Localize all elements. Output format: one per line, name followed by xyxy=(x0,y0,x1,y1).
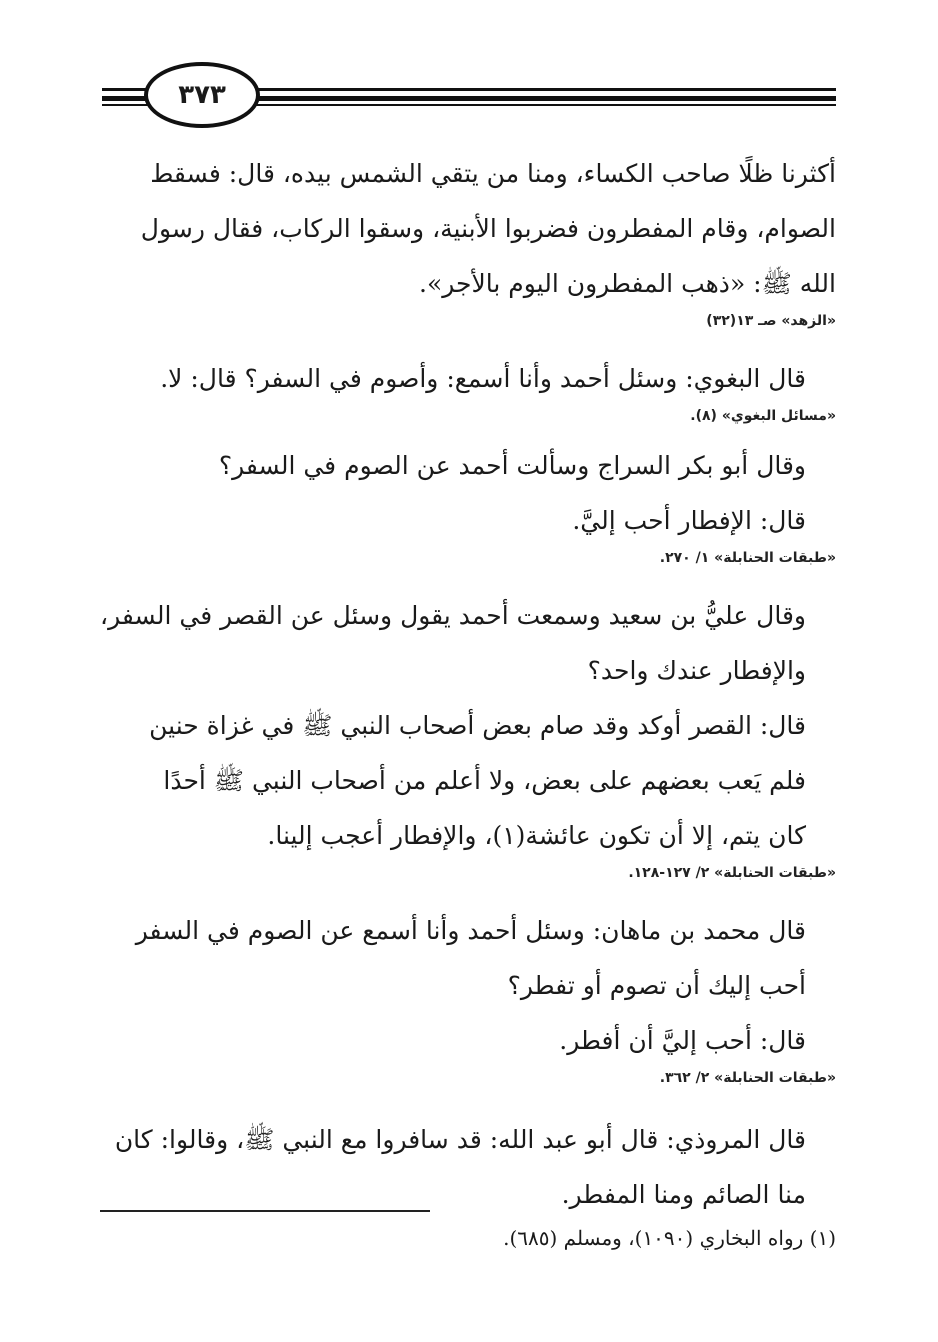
text-line: أحب إليك أن تصوم أو تفطر؟ xyxy=(507,971,806,1000)
text-line: الصوام، وقام المفطرون فضربوا الأبنية، وسقوا الركاب، فقال رسول xyxy=(140,214,836,243)
text-line: قال البغوي: وسئل أحمد وأنا أسمع: وأصوم في السفر؟ قال: لا. xyxy=(160,364,806,393)
page-header xyxy=(102,62,836,132)
source-citation: «طبقات الحنابلة» ٢/ ١٢٧-١٢٨. xyxy=(628,865,836,881)
text-line: فلم يَعب بعضهم على بعض، ولا أعلم من أصحاب النبي ﷺ أحدًا xyxy=(163,766,806,795)
source-citation: «مسائل البغوي» (٨). xyxy=(690,408,836,424)
source-citation: «طبقات الحنابلة» ١/ ٢٧٠. xyxy=(659,550,836,566)
text-line: أكثرنا ظلًا صاحب الكساء، ومنا من يتقي الشمس بيده، قال: فسقط xyxy=(150,159,836,188)
text-line: والإفطار عندك واحد؟ xyxy=(587,656,806,685)
source-citation: «طبقات الحنابلة» ٢/ ٣٦٢. xyxy=(659,1070,836,1086)
spacer xyxy=(100,426,836,438)
spacer xyxy=(100,331,836,351)
spacer xyxy=(100,1088,836,1112)
text-line: قال: أحب إليَّ أن أفطر. xyxy=(559,1026,806,1055)
page-body xyxy=(100,146,836,1222)
footnote-separator xyxy=(100,1210,430,1212)
source-citation: «الزهد» صـ ١٣(٣٢) xyxy=(706,313,836,329)
text-line: قال محمد بن ماهان: وسئل أحمد وأنا أسمع عن الصوم في السفر xyxy=(135,916,806,945)
spacer xyxy=(100,568,836,588)
text-line: قال: الإفطار أحب إليَّ. xyxy=(572,506,806,535)
footnote: (١) رواه البخاري (١٠٩٠)، ومسلم (٦٨٥). xyxy=(503,1226,836,1250)
text-line: الله ﷺ: «ذهب المفطرون اليوم بالأجر». xyxy=(419,269,836,298)
text-line: وقال عليُّ بن سعيد وسمعت أحمد يقول وسئل عن القصر في السفر، xyxy=(100,601,806,630)
spacer xyxy=(100,883,836,903)
page-number-badge: ٣٧٣ xyxy=(144,62,260,128)
text-line: منا الصائم ومنا المفطر. xyxy=(561,1180,806,1209)
text-line: وقال أبو بكر السراج وسألت أحمد عن الصوم في السفر؟ xyxy=(218,451,806,480)
text-line: قال المروذي: قال أبو عبد الله: قد سافروا مع النبي ﷺ، وقالوا: كان xyxy=(114,1125,806,1154)
text-line: قال: القصر أوكد وقد صام بعض أصحاب النبي ﷺ في غزاة حنين xyxy=(149,711,806,740)
text-line: كان يتم، إلا أن تكون عائشة(١)، والإفطار أعجب إلينا. xyxy=(267,821,806,850)
